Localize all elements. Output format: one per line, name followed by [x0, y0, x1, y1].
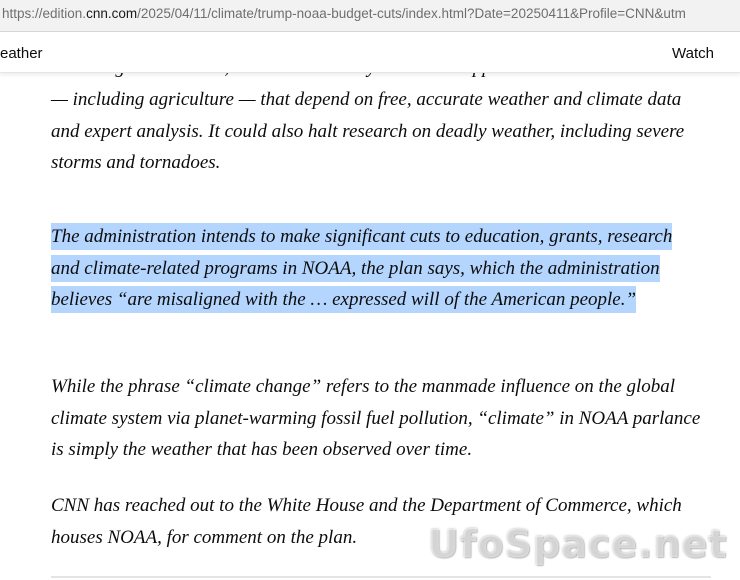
- article-paragraph-selected: [51, 221, 701, 316]
- nav-link-watch[interactable]: Watch: [672, 45, 714, 62]
- text-selection-highlight[interactable]: The administration intends to make significant cuts to education, grants, research and climate-related programs in NOAA, the plan says, which the administration believes “are misaligned with the … expressed will of the American people.”: [51, 223, 672, 313]
- address-bar[interactable]: [0, 0, 740, 32]
- watermark-text: UfoSpace.net: [428, 522, 728, 566]
- url-domain: cnn.com: [86, 6, 138, 21]
- section-divider: [51, 576, 711, 578]
- url-path: /2025/04/11/climate/trump-noaa-budget-cuts/index.html?Date=20250411&Profile=CNN&utm: [137, 6, 686, 21]
- article-paragraph: CNN has reached out to the White House and the Department of Commerce, which houses NOAA, for comment on the plan.: [51, 495, 682, 548]
- nav-link-weather[interactable]: eather: [0, 45, 43, 62]
- site-nav-bar: [0, 33, 740, 73]
- url-prefix: https://edition.: [2, 6, 87, 21]
- article-paragraph: — including agriculture — that depend on free, accurate weather and climate data and expert analysis. It could also halt research on deadly weather, including severe storms and tornadoes.: [51, 89, 685, 173]
- url-text[interactable]: [2, 6, 686, 21]
- article-paragraph: While the phrase “climate change” refers to the manmade influence on the global climate system via planet-warming fossil fuel pollution, “climate” in NOAA parlance is simply the weather that has been observed over time.: [51, 376, 701, 460]
